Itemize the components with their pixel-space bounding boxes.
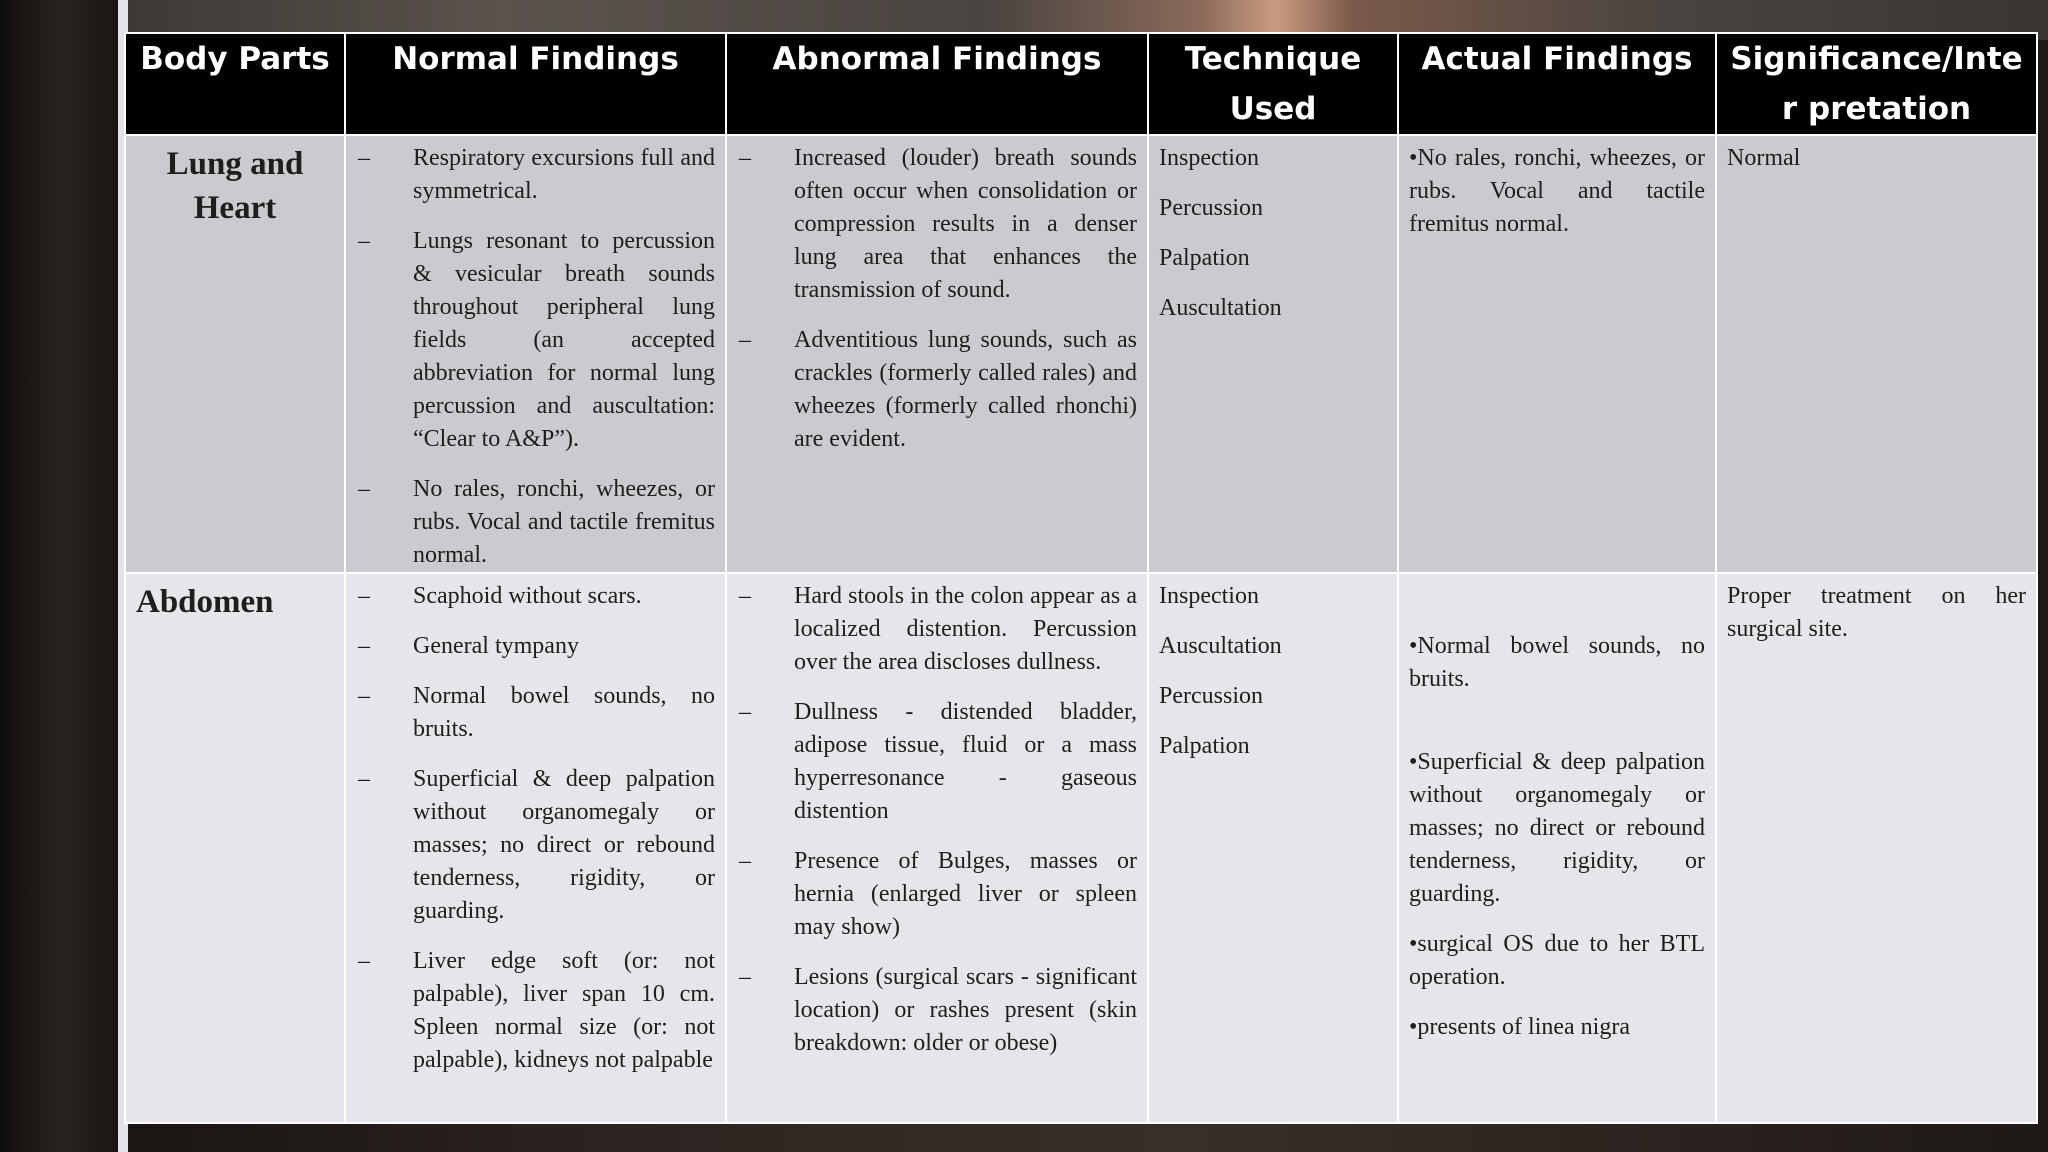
table-row-abdomen: [125, 573, 2037, 1123]
list-item: Percussion: [1159, 195, 1263, 221]
list-item: Palpation: [1159, 733, 1250, 759]
finding-text: Liver edge soft (or: not palpable), liver span 10 cm. Spleen normal size (or: not palpable), kidneys not palpable: [413, 948, 715, 1073]
header-normal-findings: Normal Findings: [345, 33, 726, 135]
dash-bullet: –: [358, 766, 370, 792]
list-item: [356, 680, 715, 746]
actual-findings-cell: [1398, 573, 1716, 1123]
list-item: Auscultation: [1159, 295, 1282, 321]
dash-bullet: –: [739, 848, 751, 874]
table-row-lung-heart: [125, 135, 2037, 573]
finding-text: Respiratory excursions full and symmetrical.: [413, 145, 715, 204]
actual-finding-text: •surgical OS due to her BTL operation.: [1409, 931, 1705, 990]
list-item: [356, 763, 715, 928]
list-item: [737, 696, 1137, 828]
finding-text: Lungs resonant to percussion & vesicular breath sounds throughout peripheral lung fields (an accepted abbreviation for normal lung percussion and auscultation: “Clear to A&P”).: [413, 228, 715, 452]
dash-bullet: –: [358, 948, 370, 974]
dash-bullet: –: [358, 476, 370, 502]
actual-finding-text: •No rales, ronchi, wheezes, or rubs. Vocal and tactile fremitus normal.: [1409, 145, 1705, 237]
finding-text: Adventitious lung sounds, such as crackles (formerly called rales) and wheezes (formerly called rhonchi) are evident.: [794, 327, 1137, 452]
header-body-parts: Body Parts: [125, 33, 345, 135]
finding-text: Scaphoid without scars.: [413, 583, 642, 609]
significance-cell: [1716, 573, 2037, 1123]
technique-cell: [1148, 135, 1398, 573]
list-item: [737, 580, 1137, 679]
dash-bullet: –: [739, 699, 751, 725]
dash-bullet: –: [358, 583, 370, 609]
list-item: [737, 324, 1137, 456]
dash-bullet: –: [358, 633, 370, 659]
dash-bullet: –: [739, 145, 751, 171]
dash-bullet: –: [358, 228, 370, 254]
dash-bullet: –: [358, 145, 370, 171]
body-part-label: Lung and Heart: [166, 146, 304, 226]
list-item: [737, 961, 1137, 1060]
list-item: [356, 630, 715, 663]
significance-text: Proper treatment on her surgical site.: [1727, 583, 2026, 642]
header-abnormal-findings: Abnormal Findings: [726, 33, 1148, 135]
list-item: Palpation: [1159, 245, 1250, 271]
dash-bullet: –: [358, 683, 370, 709]
list-item: [356, 580, 715, 613]
technique-list: [1159, 142, 1387, 325]
actual-finding-text: •Superficial & deep palpation without organomegaly or masses; no direct or rebound tenderness, rigidity, or guarding.: [1409, 749, 1705, 907]
abnormal-findings-cell: [726, 135, 1148, 573]
table-header-row: [125, 33, 2037, 135]
finding-text: Presence of Bulges, masses or hernia (enlarged liver or spleen may show): [794, 848, 1137, 940]
list-item: Percussion: [1159, 683, 1263, 709]
abnormal-findings-list: [737, 142, 1137, 456]
header-actual-findings: Actual Findings: [1398, 33, 1716, 135]
list-item: Inspection: [1159, 145, 1259, 171]
normal-findings-list: [356, 142, 715, 572]
finding-text: Increased (louder) breath sounds often occur when consolidation or compression results in a denser lung area that enhances the transmission of sound.: [794, 145, 1137, 303]
list-item: [737, 142, 1137, 307]
technique-list: [1159, 580, 1387, 763]
dash-bullet: –: [739, 964, 751, 990]
significance-cell: [1716, 135, 2037, 573]
body-part-label: Abdomen: [136, 584, 274, 620]
body-part-cell: [125, 135, 345, 573]
list-item: [737, 845, 1137, 944]
normal-findings-list: [356, 580, 715, 1077]
list-item: [356, 473, 715, 572]
list-item: [356, 142, 715, 208]
list-item: [356, 945, 715, 1077]
header-technique-used: Technique Used: [1148, 33, 1398, 135]
technique-cell: [1148, 573, 1398, 1123]
header-significance: Significance/Inter pretation: [1716, 33, 2037, 135]
dash-bullet: –: [739, 327, 751, 353]
finding-text: Normal bowel sounds, no bruits.: [413, 683, 715, 742]
abnormal-findings-list: [737, 580, 1137, 1060]
finding-text: Superficial & deep palpation without organomegaly or masses; no direct or rebound tenderness, rigidity, or guarding.: [413, 766, 715, 924]
significance-text: Normal: [1727, 145, 1801, 171]
finding-text: Dullness - distended bladder, adipose tissue, fluid or a mass hyperresonance - gaseous distention: [794, 699, 1137, 824]
actual-finding-text: •presents of linea nigra: [1409, 1014, 1630, 1040]
normal-findings-cell: [345, 573, 726, 1123]
list-item: Auscultation: [1159, 633, 1282, 659]
actual-finding-text: •Normal bowel sounds, no bruits.: [1409, 633, 1705, 692]
list-item: [356, 225, 715, 456]
actual-findings-cell: [1398, 135, 1716, 573]
body-part-cell: [125, 573, 345, 1123]
assessment-table: [124, 32, 2038, 1124]
finding-text: Lesions (surgical scars - significant location) or rashes present (skin breakdown: older or obese): [794, 964, 1137, 1056]
finding-text: No rales, ronchi, wheezes, or rubs. Vocal and tactile fremitus normal.: [413, 476, 715, 568]
dash-bullet: –: [739, 583, 751, 609]
list-item: Inspection: [1159, 583, 1259, 609]
finding-text: General tympany: [413, 633, 579, 659]
finding-text: Hard stools in the colon appear as a localized distention. Percussion over the area discloses dullness.: [794, 583, 1137, 675]
normal-findings-cell: [345, 135, 726, 573]
abnormal-findings-cell: [726, 573, 1148, 1123]
